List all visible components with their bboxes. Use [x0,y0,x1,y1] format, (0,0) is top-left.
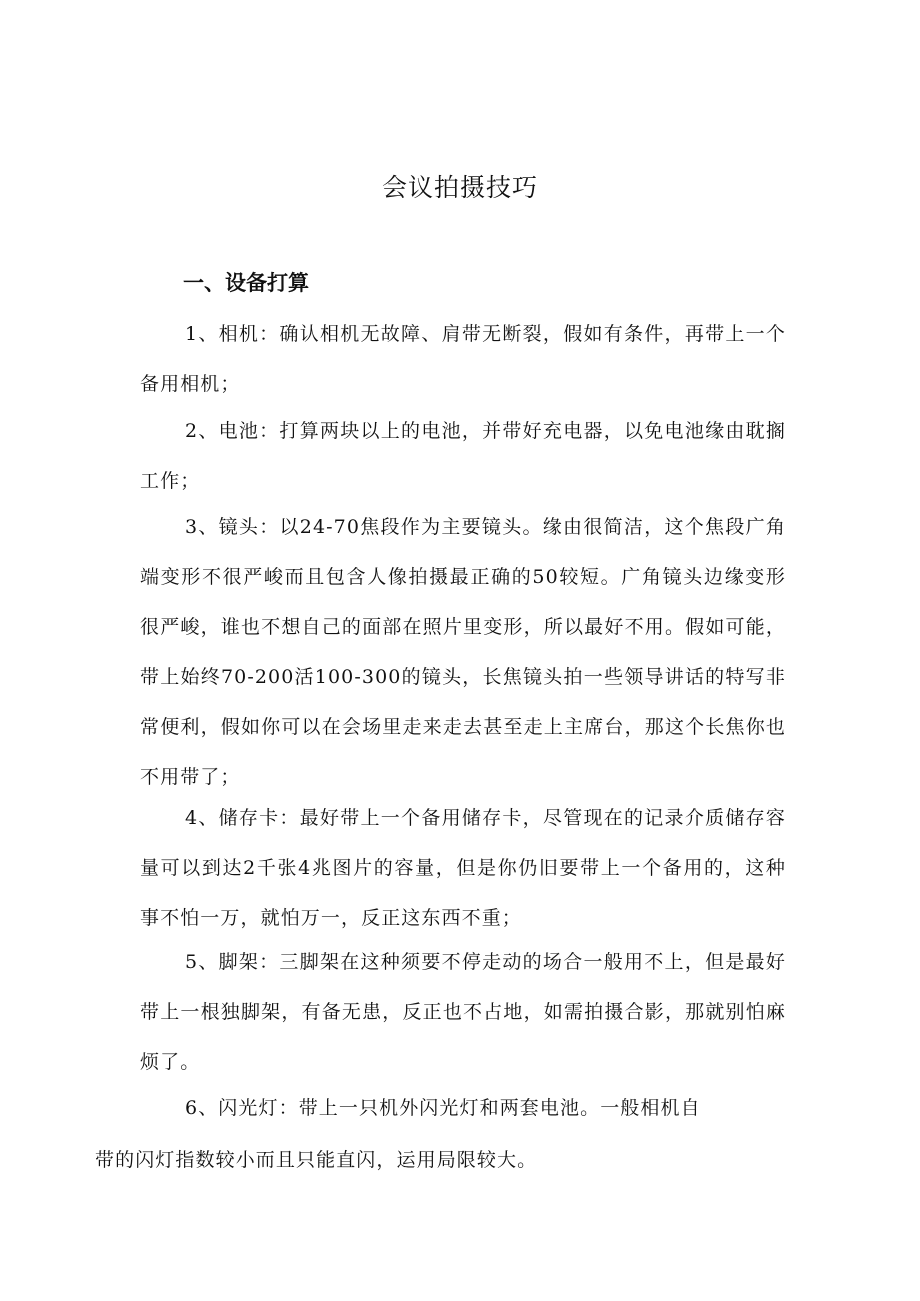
flash-item-line-1: 6、闪光灯：带上一只机外闪光灯和两套电池。一般相机自 [185,1097,701,1119]
flash-item-line-2: 带的闪灯指数较小而且只能直闪，运用局限较大。 [95,1149,538,1171]
section-heading: 一、设备打算 [183,271,309,295]
equipment-item-battery: 2、电池：打算两块以上的电池，并带好充电器，以免电池缘由耽搁工作； [140,420,786,492]
equipment-item-memory-card: 4、储存卡：最好带上一个备用储存卡，尽管现在的记录介质储存容量可以到达2千张4兆图片的容量，但是你仍旧要带上一个备用的，这种事不怕一万，就怕万一，反正这东西不重； [140,807,786,929]
equipment-item-camera: 1、相机：确认相机无故障、肩带无断裂，假如有条件，再带上一个备用相机； [140,323,786,395]
equipment-item-flash [95,1083,786,1185]
equipment-item-tripod: 5、脚架：三脚架在这种须要不停走动的场合一般用不上，但是最好带上一根独脚架，有备无患，反正也不占地，如需拍摄合影，那就别怕麻烦了。 [140,951,786,1073]
page-title: 会议拍摄技巧 [381,173,538,202]
equipment-item-lens: 3、镜头：以24-70焦段作为主要镜头。缘由很简洁，这个焦段广角端变形不很严峻而且包含人像拍摄最正确的50较短。广角镜头边缘变形很严峻，谁也不想自己的面部在照片里变形，所以最好不用。假如可能，带上始终70-200活100-300的镜头，长焦镜头拍一些领导讲话的特写非常便利，假如你可以在会场里走来走去甚至走上主席台，那这个长焦你也不用带了； [140,516,786,788]
